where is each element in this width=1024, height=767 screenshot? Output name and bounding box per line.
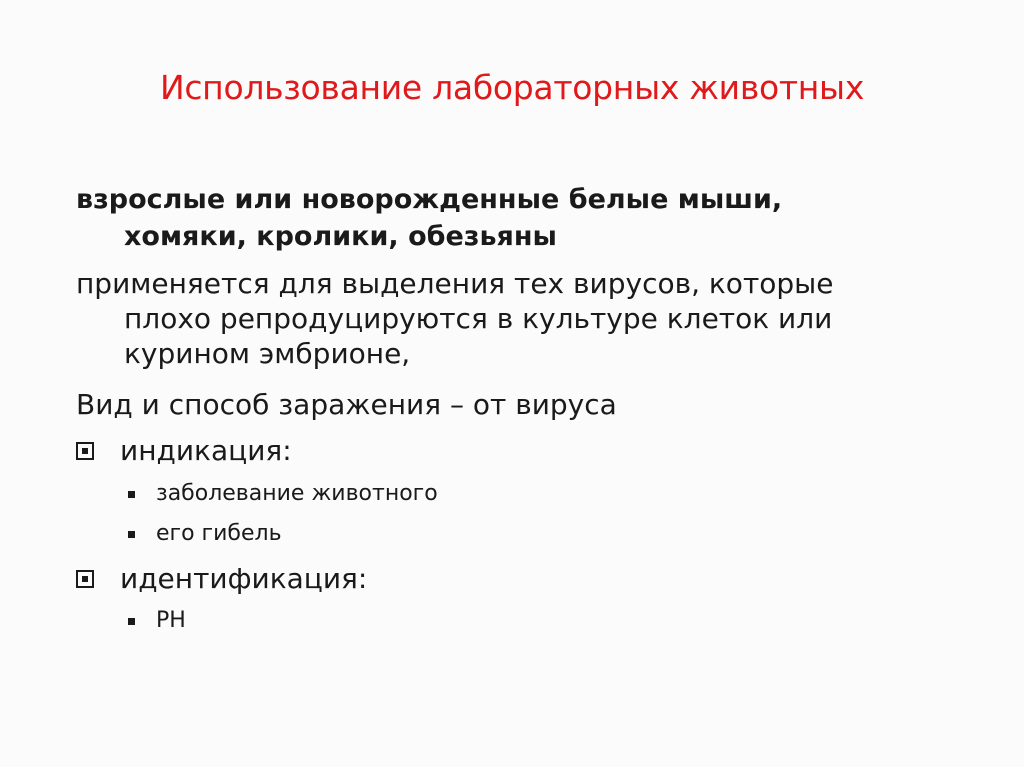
sub-bullet-text: его гибель <box>156 521 282 546</box>
animals-line-2: хомяки, кролики, обезьяны <box>124 221 557 252</box>
usage-line-1: применяется для выделения тех вирусов, которые <box>76 267 834 300</box>
sub-bullet-item <box>128 607 186 635</box>
animals-line-1: взрослые или новорожденные белые мыши, <box>76 184 783 215</box>
square-bullet-icon <box>128 618 135 625</box>
usage-line-3: курином эмбрионе, <box>124 337 411 370</box>
identification-label: идентификация: <box>120 562 368 595</box>
boxed-bullet-icon <box>76 570 94 588</box>
sub-bullet-text: РН <box>156 608 186 633</box>
sub-bullet-item <box>128 480 438 508</box>
identification-item <box>76 562 367 596</box>
slide-title: Использование лабораторных животных <box>159 68 865 107</box>
infection-paragraph: Вид и способ заражения – от вируса <box>76 388 617 421</box>
usage-line-2: плохо репродуцируются в культуре клеток или <box>124 302 833 335</box>
boxed-bullet-icon <box>76 442 94 460</box>
square-bullet-icon <box>128 491 135 498</box>
usage-paragraph <box>76 266 936 371</box>
sub-bullet-item <box>128 520 282 548</box>
square-bullet-icon <box>128 531 135 538</box>
indication-label: индикация: <box>120 434 292 467</box>
indication-item <box>76 434 292 468</box>
sub-bullet-text: заболевание животного <box>156 481 438 506</box>
animals-paragraph <box>76 181 936 255</box>
